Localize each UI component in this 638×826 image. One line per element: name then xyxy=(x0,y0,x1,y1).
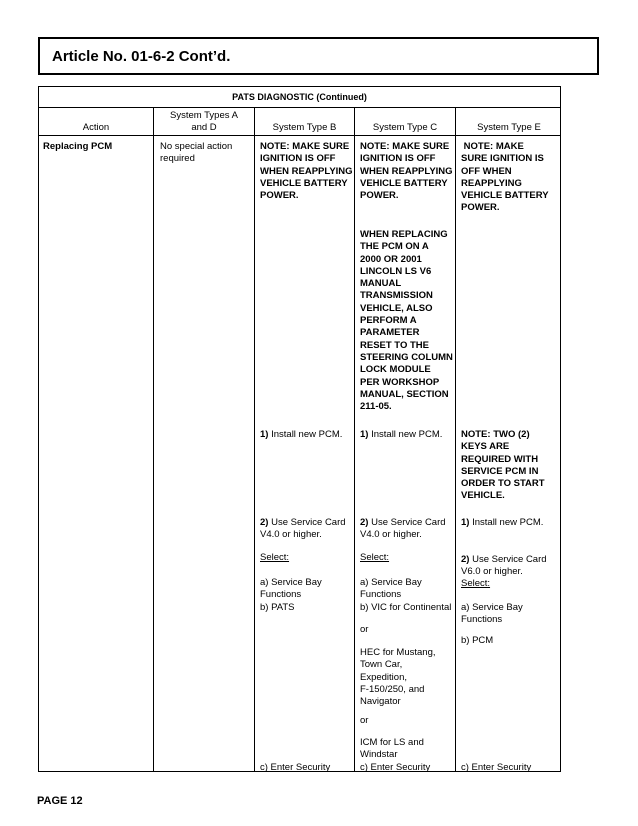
e-step-1: 1) Install new PCM. xyxy=(461,517,544,528)
c-step-2: 2) Use Service Card V4.0 or higher. xyxy=(360,517,446,541)
article-title-box xyxy=(38,37,599,75)
table-caption: PATS DIAGNOSTIC (Continued) xyxy=(232,92,367,102)
header-system-c: System Type C xyxy=(372,122,438,133)
b-option-a: a) Service Bay Functions xyxy=(260,577,322,601)
c-option-c: c) Enter Security xyxy=(360,762,431,773)
e-step-2: 2) Use Service Card V6.0 or higher. xyxy=(461,554,547,578)
header-system-ad: System Types A and D xyxy=(170,110,238,133)
ad-instructions: No special action required xyxy=(160,141,233,165)
c-icm-list: ICM for LS and Windstar xyxy=(360,737,424,761)
c-hec-list: HEC for Mustang, Town Car, Expedition, F-150/250, and Navigator xyxy=(360,647,436,708)
e-option-b: b) PCM xyxy=(461,635,494,646)
c-option-a: a) Service Bay Functions xyxy=(360,577,422,601)
column-divider xyxy=(254,108,255,771)
e-keys-note: NOTE: TWO (2) KEYS ARE REQUIRED WITH SERVICE PCM IN ORDER TO START VEHICLE. xyxy=(461,429,545,502)
c-ignition-note: NOTE: MAKE SURE IGNITION IS OFF WHEN REAPPLYING VEHICLE BATTERY POWER. xyxy=(360,141,453,202)
e-select-label: Select: xyxy=(461,578,491,589)
e-option-c: c) Enter Security xyxy=(461,762,532,773)
caption-divider xyxy=(39,107,560,108)
e-option-a: a) Service Bay Functions xyxy=(461,602,523,626)
page-number: PAGE 12 xyxy=(37,795,83,807)
header-system-e: System Type E xyxy=(477,122,541,133)
header-system-b: System Type B xyxy=(272,122,337,133)
c-option-b: b) VIC for Continental xyxy=(360,602,452,613)
header-action: Action xyxy=(82,122,110,133)
c-select-label: Select: xyxy=(360,552,390,563)
c-lincoln-note: WHEN REPLACING THE PCM ON A 2000 OR 2001 LINCOLN LS V6 MANUAL TRANSMISSION VEHICLE, ALSO PERFORM A PARAMETER RESET TO THE STEERING COLUMN LOCK MODULE PER WORKSHOP MANUAL, SECTION 211-05. xyxy=(360,229,453,413)
column-divider xyxy=(153,108,154,771)
b-select-label: Select: xyxy=(260,552,290,563)
article-title: Article No. 01-6-2 Cont’d. xyxy=(52,48,231,65)
b-step-1: 1) Install new PCM. xyxy=(260,429,343,440)
c-step-1: 1) Install new PCM. xyxy=(360,429,443,440)
b-step-2: 2) Use Service Card V4.0 or higher. xyxy=(260,517,346,541)
row-action-label: Replacing PCM xyxy=(43,141,113,152)
c-or-2: or xyxy=(360,715,369,726)
header-divider xyxy=(39,135,560,136)
column-divider xyxy=(354,108,355,771)
pats-diagnostic-table xyxy=(38,86,561,772)
e-ignition-note: NOTE: MAKE SURE IGNITION IS OFF WHEN REAPPLYING VEHICLE BATTERY POWER. xyxy=(461,141,549,214)
b-ignition-note: NOTE: MAKE SURE IGNITION IS OFF WHEN REAPPLYING VEHICLE BATTERY POWER. xyxy=(260,141,353,202)
c-or-1: or xyxy=(360,624,369,635)
b-option-c: c) Enter Security xyxy=(260,762,331,773)
b-option-b: b) PATS xyxy=(260,602,295,613)
column-divider xyxy=(455,108,456,771)
